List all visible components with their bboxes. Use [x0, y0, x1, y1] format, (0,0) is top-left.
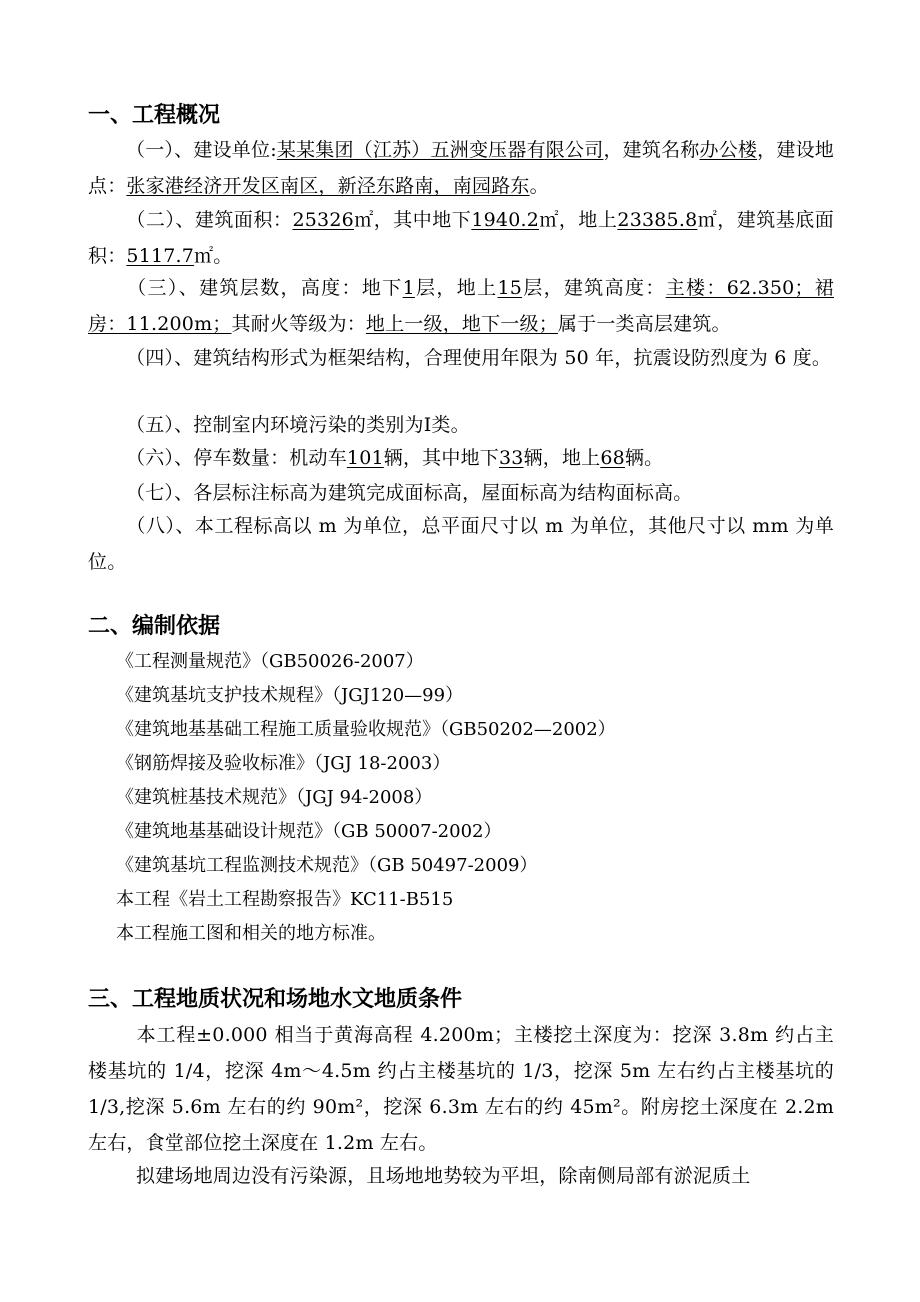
text: ，建设地点： [88, 139, 834, 197]
building-name-value: 办公楼 [699, 139, 758, 161]
text: ㎡，地上 [539, 209, 618, 231]
reference-item: 本工程施工图和相关的地方标准。 [116, 923, 386, 944]
total-parking-value: 101 [346, 447, 384, 469]
text: 层，地上 [414, 277, 498, 299]
section-1-para-6 [88, 440, 834, 476]
section-1-para-5 [88, 407, 834, 443]
section-3-para-2 [88, 1158, 834, 1194]
section-1-para-1 [88, 132, 834, 204]
section-1-para-2 [88, 202, 834, 274]
aboveground-area-value: 23385.8 [617, 209, 698, 231]
reference-item: 《工程测量规范》（GB50026-2007） [116, 651, 424, 672]
text: （三）、建筑层数，高度：地下 [126, 277, 403, 299]
text: 拟建场地周边没有污染源，且场地地势较为平坦，除南侧局部有淤泥质土 [136, 1165, 751, 1187]
section-1-para-8 [88, 508, 834, 580]
total-area-value: 25326 [292, 209, 354, 231]
site-location-value: 张家港经济开发区南区，新泾东路南，南园路东 [126, 175, 530, 197]
text: 属于一类高层建筑。 [557, 313, 731, 335]
reference-item: 《建筑地基基础设计规范》（GB 50007-2002） [116, 821, 502, 842]
text: （五）、控制室内环境污染的类别为Ⅰ类。 [126, 414, 470, 436]
text: （一）、建设单位: [126, 139, 277, 161]
building-height-value: 主楼：62.350；裙房：11.200m； [88, 277, 834, 335]
reference-item: 本工程《岩土工程勘察报告》KC11-B515 [116, 889, 454, 910]
construction-unit-value: 某某集团（江苏）五洲变压器有限公司 [276, 139, 604, 161]
reference-item: 《钢筋焊接及验收标准》（JGJ 18-2003） [116, 753, 451, 774]
section-2-heading: 二、编制依据 [88, 614, 221, 639]
text: ，建筑名称 [603, 139, 700, 161]
text: ㎡。 [194, 245, 233, 267]
text: 。 [529, 175, 549, 197]
base-area-value: 5117.7 [126, 245, 195, 267]
text: ㎡，建筑基底面积： [88, 209, 834, 267]
text: ㎡，其中地下 [353, 209, 472, 231]
text: 其耐火等级为： [231, 313, 366, 335]
text: （四）、建筑结构形式为框架结构，合理使用年限为 50 年，抗震设防烈度为 6 度。 [126, 347, 832, 369]
text: 辆，其中地下 [383, 447, 499, 469]
text: （六）、停车数量：机动车 [126, 447, 347, 469]
section-3-heading: 三、工程地质状况和场地水文地质条件 [88, 987, 463, 1012]
underground-parking-value: 33 [498, 447, 524, 469]
text: （七）、各层标注标高为建筑完成面标高，屋面标高为结构面标高。 [126, 482, 693, 504]
section-3-para-1 [88, 1017, 834, 1161]
text: 辆，地上 [523, 447, 601, 469]
underground-floors-value: 1 [402, 277, 415, 299]
text: 层，建筑高度： [522, 277, 666, 299]
section-1-para-7 [88, 475, 834, 511]
underground-area-value: 1940.2 [471, 209, 540, 231]
reference-item: 《建筑基坑支护技术规程》（JGJ120—99） [116, 685, 464, 706]
text: （二）、建筑面积： [126, 209, 293, 231]
section-1-para-4 [88, 340, 834, 376]
fire-rating-value: 地上一级，地下一级； [365, 313, 558, 335]
reference-item: 《建筑地基基础工程施工质量验收规范》（GB50202—2002） [116, 719, 616, 740]
reference-item: 《建筑基坑工程监测技术规范》（GB 50497-2009） [116, 855, 538, 876]
aboveground-floors-value: 15 [497, 277, 523, 299]
text: 本工程±0.000 相当于黄海高程 4.200m；主楼挖土深度为：挖深 3.8m 约占主楼基坑的 1/4，挖深 4m～4.5m 约占主楼基坑的 1/3，挖深 5m 左右约占主楼基坑的 1/3,挖深 5.6m 左右的约 90m²，挖深 6.3m 左右的约 45m²。附房挖土深度在 2.2m 左右，食堂部位挖土深度在 1.2m 左右。 [88, 1024, 834, 1154]
aboveground-parking-value: 68 [600, 447, 625, 469]
text: 辆。 [624, 447, 664, 469]
section-1-heading: 一、工程概况 [88, 103, 221, 128]
section-1-para-3 [88, 270, 834, 342]
text: （八）、本工程标高以 m 为单位，总平面尺寸以 m 为单位，其他尺寸以 mm 为单位。 [88, 515, 834, 573]
reference-item: 《建筑桩基技术规范》（JGJ 94-2008） [116, 787, 433, 808]
